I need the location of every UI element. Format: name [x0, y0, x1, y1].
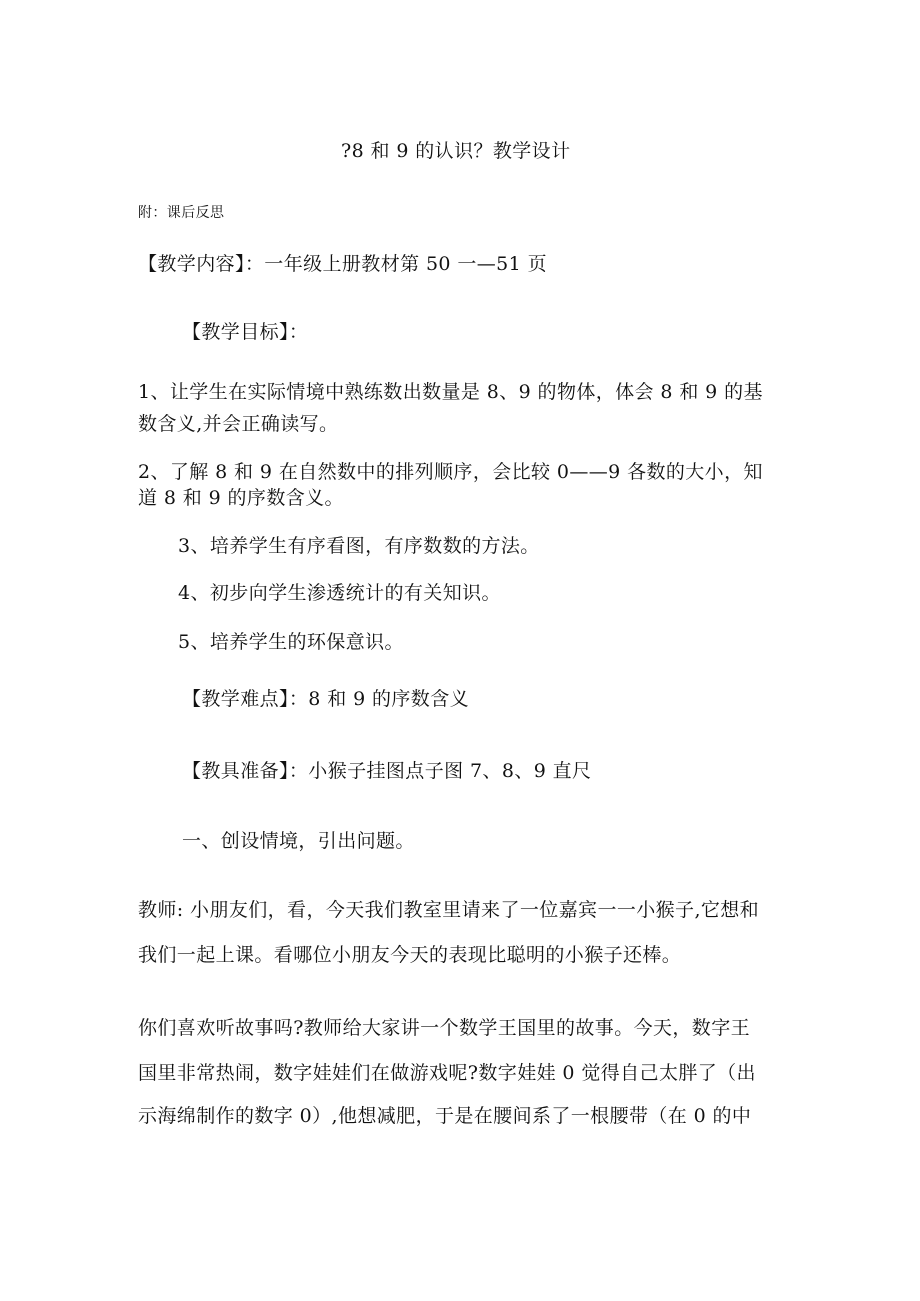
- story-line-3: 示海绵制作的数字 0）,他想减肥，于是在腰间系了一根腰带（在 0 的中: [138, 1105, 752, 1127]
- appendix-label: 附：课后反思: [138, 205, 225, 221]
- goal-1-line-2: 数含义,并会正确读写。: [138, 413, 339, 435]
- goals-heading: 【教学目标】：: [182, 321, 309, 343]
- doc-title: ?8 和 9 的认识？教学设计: [341, 140, 571, 162]
- goal-2-line-2: 道 8 和 9 的序数含义。: [138, 487, 344, 509]
- story-line-2: 国里非常热闹，数字娃娃们在做游戏呢?数字娃娃 0 觉得自己太胖了（出: [138, 1062, 756, 1084]
- goal-4: 4、初步向学生渗透统计的有关知识。: [178, 582, 501, 604]
- goal-3: 3、培养学生有序看图，有序数数的方法。: [178, 535, 540, 557]
- section-1-heading: 一、创设情境，引出问题。: [182, 830, 415, 852]
- goal-5: 5、培养学生的环保意识。: [178, 631, 404, 653]
- teacher-line-2: 我们一起上课。看哪位小朋友今天的表现比聪明的小猴子还棒。: [138, 944, 682, 966]
- teaching-content: 【教学内容】：一年级上册教材第 50 一—51 页: [138, 253, 547, 275]
- teaching-difficulty: 【教学难点】：8 和 9 的序数含义: [182, 688, 469, 710]
- teacher-line-1: 教师: 小朋友们，看，今天我们教室里请来了一位嘉宾一一小猴子,它想和: [138, 899, 760, 921]
- story-line-1: 你们喜欢听故事吗?教师给大家讲一个数学王国里的故事。今天，数字王: [138, 1017, 750, 1039]
- goal-1-line-1: 1、让学生在实际情境中熟练数出数量是 8、9 的物体，体会 8 和 9 的基: [138, 381, 763, 403]
- teaching-tools: 【教具准备】：小猴子挂图点子图 7、8、9 直尺: [182, 760, 592, 782]
- goal-2-line-1: 2、了解 8 和 9 在自然数中的排列顺序，会比较 0——9 各数的大小，知: [138, 461, 763, 483]
